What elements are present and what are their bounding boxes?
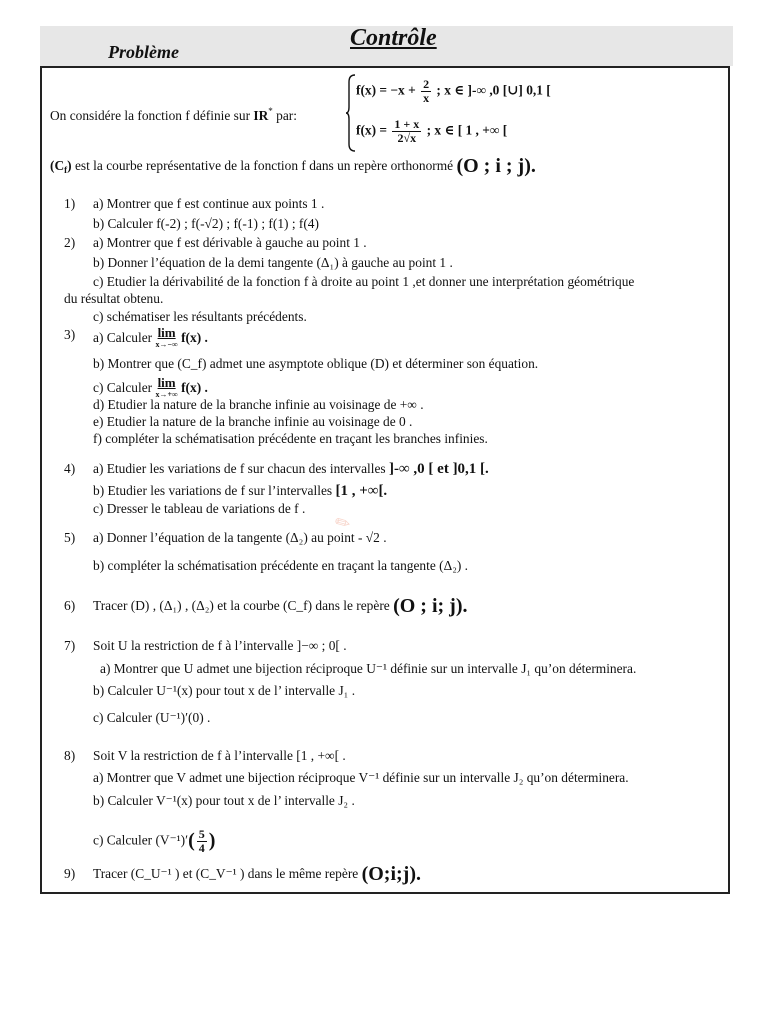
q9-number: 9) bbox=[64, 866, 76, 881]
q1-a: a) Montrer que f est continue aux points 1 . bbox=[93, 196, 325, 211]
q1-number: 1) bbox=[64, 196, 76, 211]
repere-symbol: (O ; i ; j). bbox=[456, 155, 536, 177]
q3-number: 3) bbox=[64, 327, 76, 342]
q4-a: a) Etudier les variations de f sur chacun des intervalles ]-∞ ,0 [ et ]0,1 [. bbox=[93, 461, 489, 477]
case-2: f(x) = $\frac{1 + x}{2√x}$ ; x ∈ [ 1 , +∞ [ bbox=[356, 117, 508, 145]
q8-number: 8) bbox=[64, 748, 76, 763]
q3-d: d) Etudier la nature de la branche infinie au voisinage de +∞ . bbox=[93, 397, 424, 412]
watermark-icon: ✎ bbox=[331, 510, 355, 536]
q7-b: b) Calculer U⁻¹(x) pour tout x de l’ intervalle J₁ . bbox=[93, 683, 356, 698]
q3-b: b) Montrer que (C_f) admet une asymptote oblique (D) et déterminer son équation. bbox=[93, 356, 539, 371]
limit-minus-inf: lim x→−∞ bbox=[155, 325, 178, 349]
q8-c: c) Calculer (V⁻¹)′( $\frac{5}{4}$ ) bbox=[93, 827, 216, 855]
section-label: Problème bbox=[108, 42, 179, 62]
q1-b: b) Calculer f(-2) ; f(-√2) ; f(-1) ; f(1) ; f(4) bbox=[93, 216, 319, 231]
q7-c: c) Calculer (U⁻¹)′(0) . bbox=[93, 710, 211, 725]
q9-text: Tracer (C_U⁻¹ ) et (C_V⁻¹ ) dans le même repère (O;i;j). bbox=[93, 863, 421, 885]
piecewise-brace bbox=[346, 74, 356, 152]
intro-par: par: bbox=[272, 108, 297, 123]
q4-c: c) Dresser le tableau de variations de f . bbox=[93, 501, 306, 516]
case-1: f(x) = −x + $\frac{2}{x}$ ; x ∈ ]-∞ ,0 [∪] 0,1 [ bbox=[356, 77, 551, 105]
q6-repere: (O ; i; j). bbox=[393, 595, 468, 617]
q7-intro: Soit U la restriction de f à l’intervalle ]−∞ ; 0[ . bbox=[93, 638, 347, 653]
q8-a: a) Montrer que V admet une bijection réciproque V⁻¹ définie sur un intervalle J₂ qu’on déterminera. bbox=[93, 770, 629, 785]
q2-c3: c) schématiser les résultants précédents. bbox=[93, 309, 307, 324]
limit-plus-inf: lim x→+∞ bbox=[155, 375, 178, 399]
intro-line bbox=[50, 103, 297, 124]
q7-a: a) Montrer que U admet une bijection réciproque U⁻¹ définie sur un intervalle J₁ qu’on déterminera. bbox=[100, 661, 637, 676]
set-sup: * bbox=[268, 106, 273, 116]
case-1-fraction: $\frac{2}{x}$ bbox=[423, 77, 430, 105]
q3-a: a) Calculer lim x→−∞ f(x) . bbox=[93, 325, 208, 349]
q4-b: b) Etudier les variations de f sur l’intervalles [1 , +∞[. bbox=[93, 483, 388, 499]
q7-number: 7) bbox=[64, 638, 76, 653]
q9-repere: (O;i;j). bbox=[361, 863, 421, 885]
q8-b: b) Calculer V⁻¹(x) pour tout x de l’ intervalle J₂ . bbox=[93, 793, 355, 808]
q2-a: a) Montrer que f est dérivable à gauche au point 1 . bbox=[93, 235, 367, 250]
q5-b: b) compléter la schématisation précédente en traçant la tangente (Δ₂) . bbox=[93, 558, 469, 573]
q3-e: e) Etudier la nature de la branche infinie au voisinage de 0 . bbox=[93, 414, 413, 429]
q2-c1: c) Etudier la dérivabilité de la fonction f à droite au point 1 ,et donner une interprétation géométrique bbox=[93, 274, 635, 289]
q3-c: c) Calculer lim x→+∞ f(x) . bbox=[93, 375, 208, 399]
intro-text: On considére la fonction f définie sur bbox=[50, 108, 254, 123]
case-2-fraction: $\frac{1 + x}{2√x}$ bbox=[394, 117, 420, 145]
q4-number: 4) bbox=[64, 461, 76, 476]
q2-number: 2) bbox=[64, 235, 76, 250]
q5-number: 5) bbox=[64, 530, 76, 545]
set-symbol: IR bbox=[253, 108, 269, 123]
q5-a: a) Donner l’équation de la tangente (Δ₂) au point - √2 . bbox=[93, 530, 387, 545]
q2-b: b) Donner l’équation de la demi tangente (Δ₁) à gauche au point 1 . bbox=[93, 255, 453, 270]
q6-number: 6) bbox=[64, 598, 76, 613]
q8-intro: Soit V la restriction de f à l’intervalle [1 , +∞[ . bbox=[93, 748, 346, 763]
q3-f: f) compléter la schématisation précédente en traçant les branches infinies. bbox=[93, 431, 488, 446]
q8-fraction: $\frac{5}{4}$ bbox=[198, 827, 205, 855]
curve-definition: $(C_f)$ est la courbe représentative de la fonction f dans un repère orthonormé (O ; i ; j). bbox=[50, 155, 536, 177]
page-title: Contrôle bbox=[350, 25, 437, 51]
q6-text: Tracer (D) , (Δ₁) , (Δ₂) et la courbe (C_f) dans le repère (O ; i; j). bbox=[93, 595, 468, 617]
q2-c2: du résultat obtenu. bbox=[64, 291, 164, 306]
